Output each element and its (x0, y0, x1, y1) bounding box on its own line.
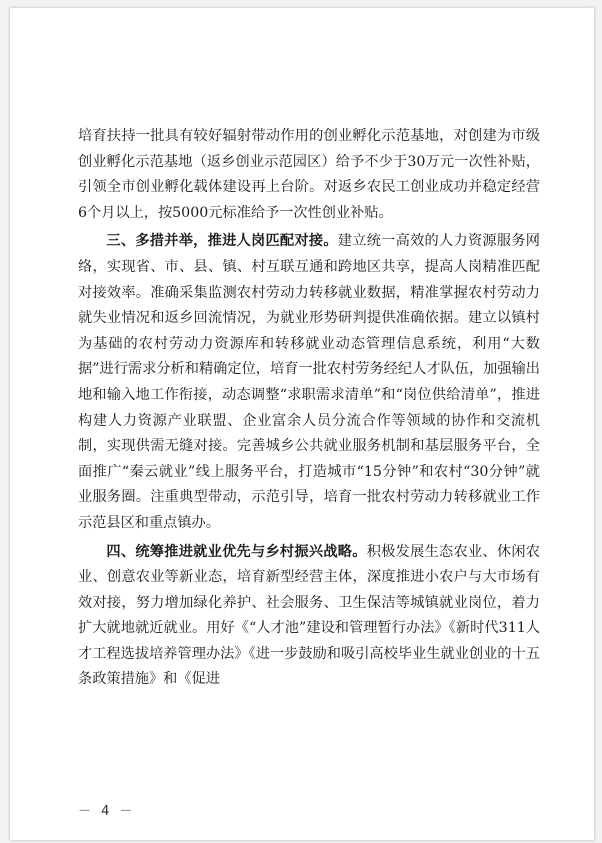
section-4-heading: 四、统筹推进就业优先与乡村振兴战略。 (106, 543, 367, 560)
document-page (10, 8, 594, 840)
paragraph-1-body: 培育扶持一批具有较好辐射带动作用的创业孵化示范基地，对创建为市级创业孵化示范基地（返乡创业示范园区）给予不少于30万元一次性补贴，引领全市创业孵化载体建设再上台阶。对返乡农民工创业成功并稳定经营6个月以上，按5000元标准给予一次性创业补贴。 (78, 128, 540, 221)
document-body (78, 124, 540, 693)
section-3-heading: 三、多措并举，推进人岗匹配对接。 (106, 233, 338, 250)
paragraph-1 (78, 124, 540, 226)
paragraph-3-body: 积极发展生态农业、休闲农业、创意农业等新业态，培育新型经营主体，深度推进小农户与大市场有效对接，努力增加绿化养护、社会服务、卫生保洁等城镇就业岗位，着力扩大就地就近就业。用好《“人才池”建设和管理暂行办法》《新时代311人才工程选拔培养管理办法》《进一步鼓励和吸引高校毕业生就业创业的十五条政策措施》和《促进 (78, 543, 540, 688)
paragraph-3 (78, 540, 540, 694)
paragraph-2 (78, 229, 540, 536)
page-number: － 4 － (78, 804, 136, 819)
paragraph-2-body: 建立统一高效的人力资源服务网络，实现省、市、县、镇、村互联互通和跨地区共享，提高人岗精准匹配对接效率。准确采集监测农村劳动力转移就业数据，精准掌握农村劳动力就失业情况和返乡回流情况，为就业形势研判提供准确依据。建立以镇村为基础的农村劳动力资源库和转移就业动态管理信息系统，利用“大数据”进行需求分析和精确定位，培育一批农村劳务经纪人才队伍，加强输出地和输入地工作衔接，动态调整“求职需求清单”和“岗位供给清单”，推进构建人力资源产业联盟、企业富余人员分流合作等领域的协作和交流机制，实现供需无缝对接。完善城乡公共就业服务机制和基层服务平台，全面推广“秦云就业”线上服务平台，打造城市“15分钟”和农村“30分钟”就业服务圈。注重典型带动，示范引导，培育一批农村劳动力转移就业工作示范县区和重点镇办。 (78, 233, 540, 531)
